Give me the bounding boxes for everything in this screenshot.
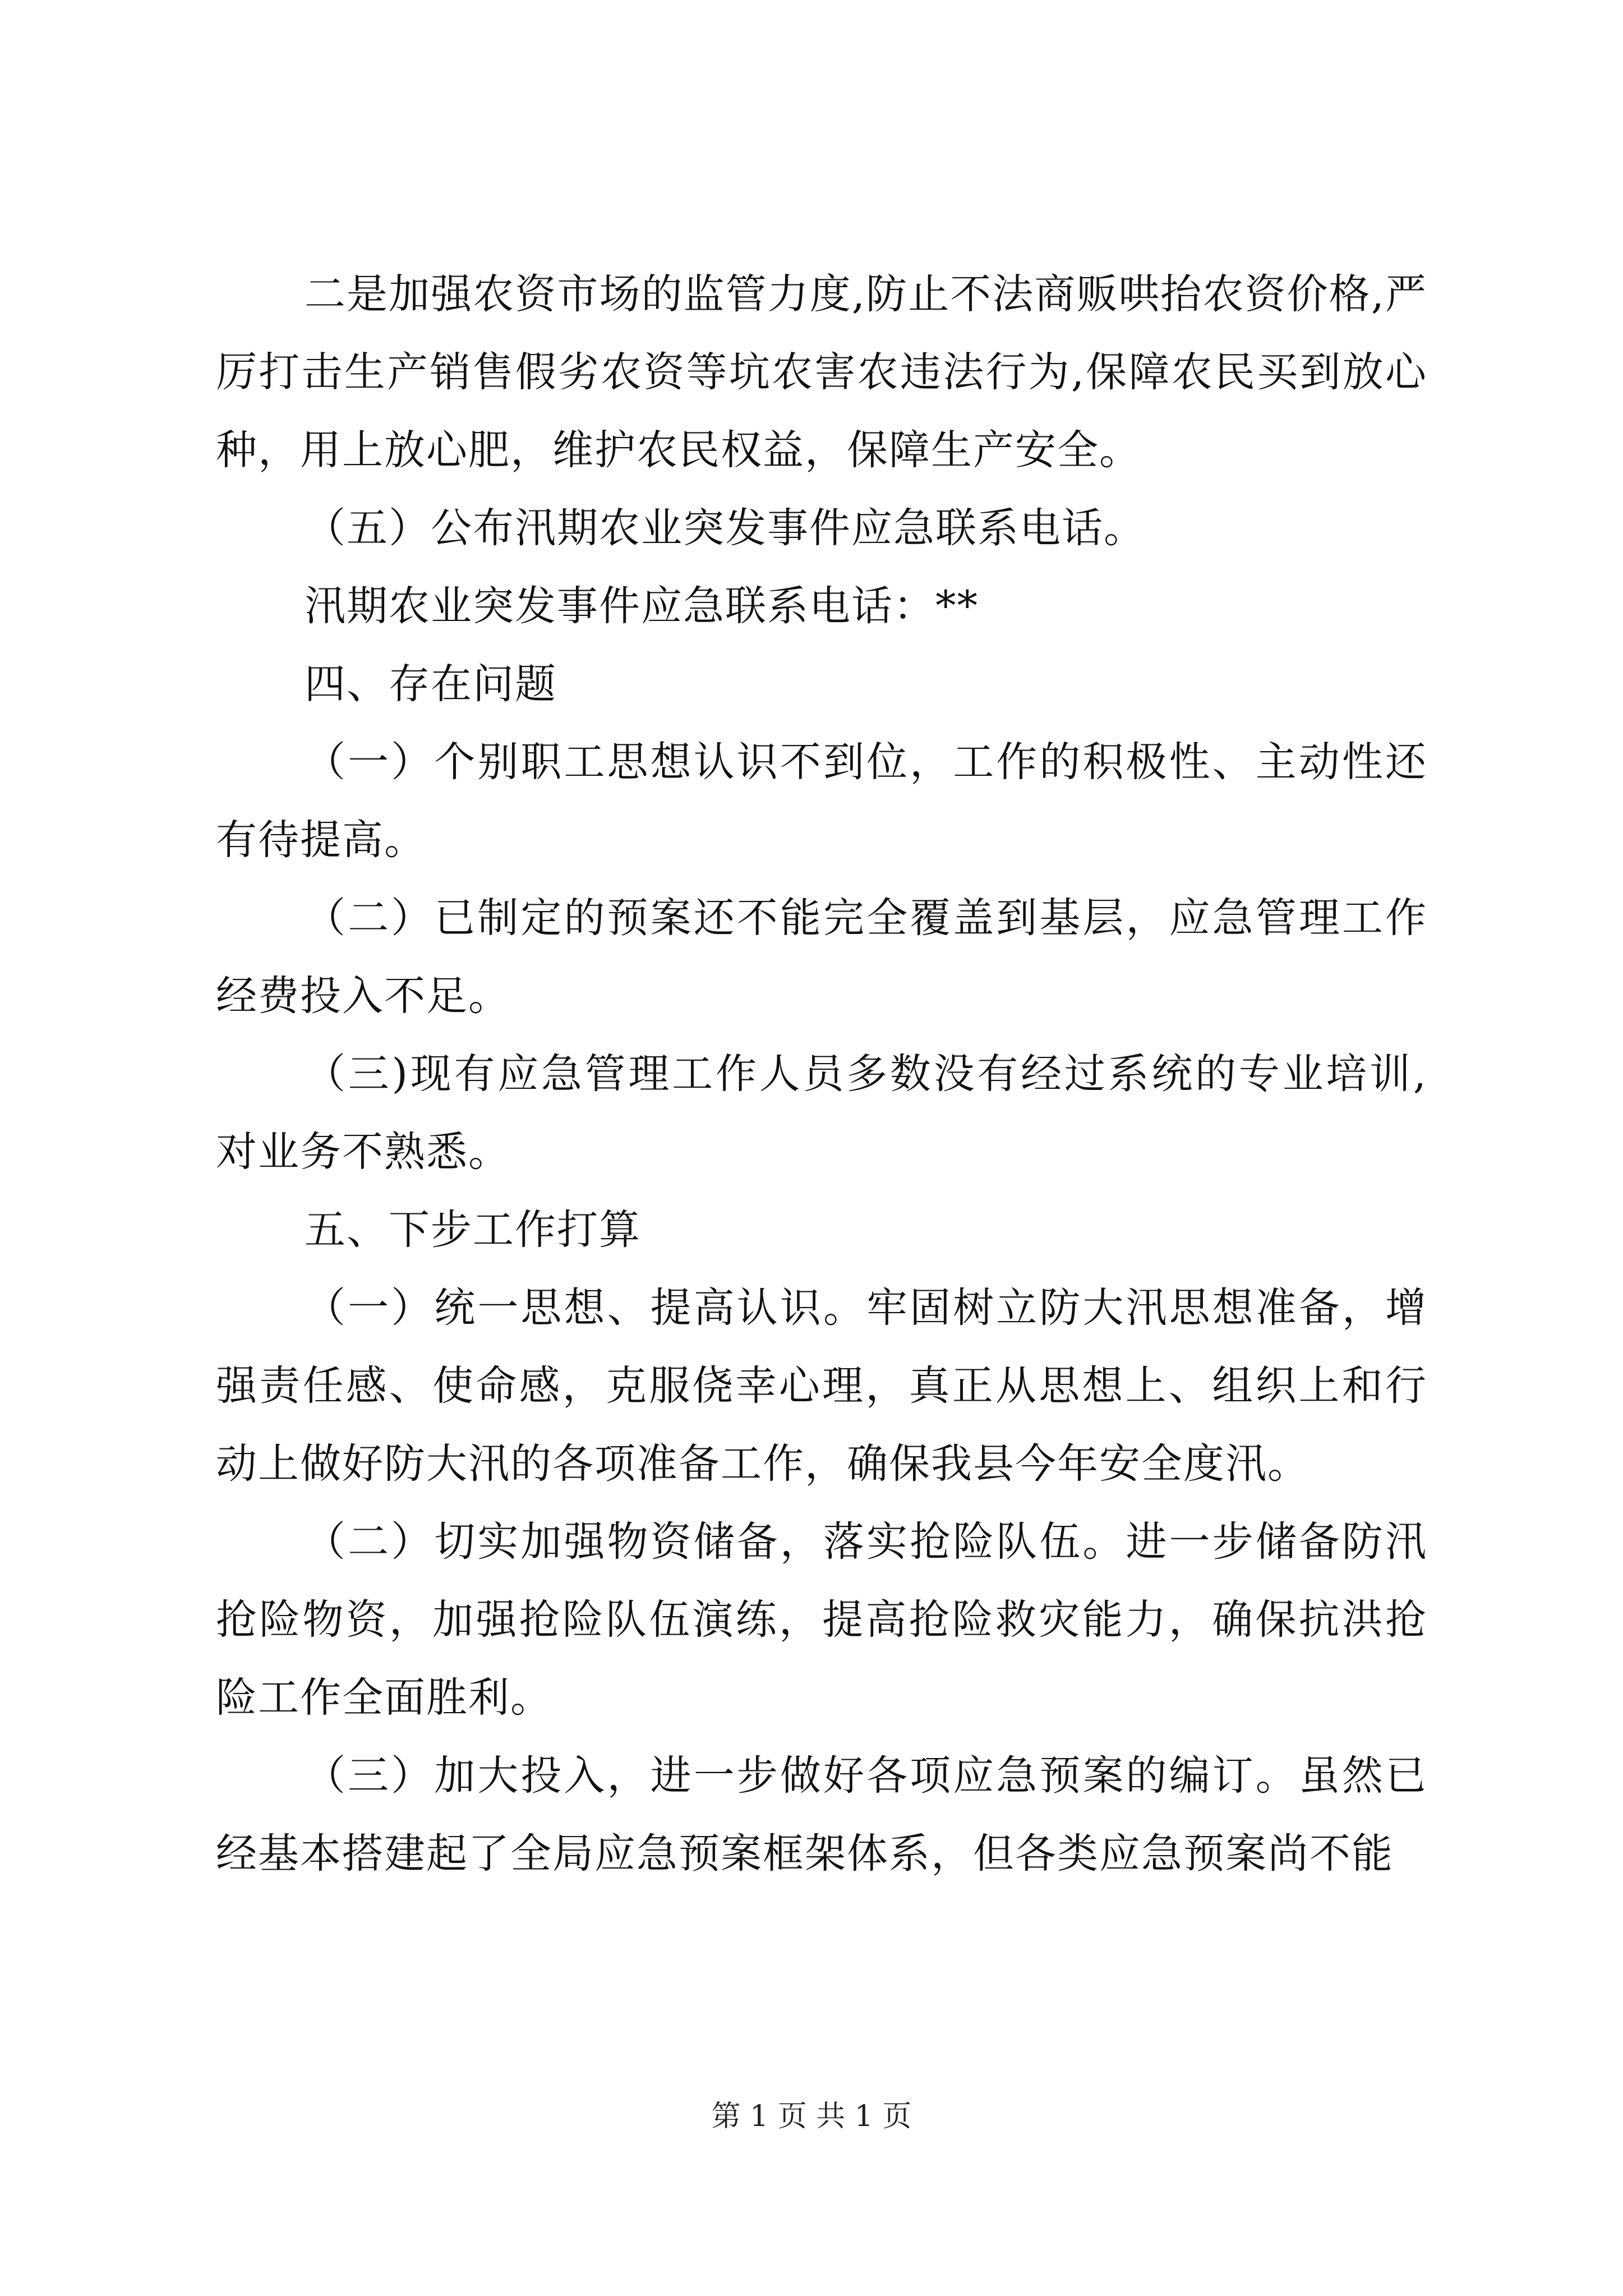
document-body — [216, 255, 1427, 1893]
paragraph-issue-1: （一）个别职工思想认识不到位，工作的积极性、主动性还有待提高。 — [216, 738, 1427, 864]
paragraph-issue-2: （二）已制定的预案还不能完全覆盖到基层，应急管理工作经费投入不足。 — [216, 894, 1427, 1020]
heading-issues: 四、存在问题 — [305, 660, 557, 708]
page-footer: 第 1 页 共 1 页 — [711, 2100, 912, 2133]
paragraph-step-3: （三）加大投入，进一步做好各项应急预案的编订。虽然已经基本搭建起了全局应急预案框架体系，但各类应急预案尚不能 — [216, 1752, 1427, 1878]
paragraph-hotline: 汛期农业突发事件应急联系电话：** — [305, 582, 979, 630]
paragraph-section-5-5: （五）公布汛期农业突发事件应急联系电话。 — [305, 504, 1146, 552]
paragraph-step-2: （二）切实加强物资储备，落实抢险队伍。进一步储备防汛抢险物资，加强抢险队伍演练，提高抢险救灾能力，确保抗洪抢险工作全面胜利。 — [216, 1518, 1427, 1722]
paragraph-step-1: （一）统一思想、提高认识。牢固树立防大汛思想准备，增强责任感、使命感，克服侥幸心理，真正从思想上、组织上和行动上做好防大汛的各项准备工作，确保我县今年安全度汛。 — [216, 1284, 1427, 1488]
heading-next-steps: 五、下步工作打算 — [305, 1206, 641, 1254]
paragraph-issue-3: （三)现有应急管理工作人员多数没有经过系统的专业培训,对业务不熟悉。 — [216, 1050, 1427, 1176]
paragraph-agri-market: 二是加强农资市场的监管力度,防止不法商贩哄抬农资价格,严厉打击生产销售假劣农资等坑农害农违法行为,保障农民买到放心种，用上放心肥，维护农民权益，保障生产安全。 — [216, 270, 1427, 474]
